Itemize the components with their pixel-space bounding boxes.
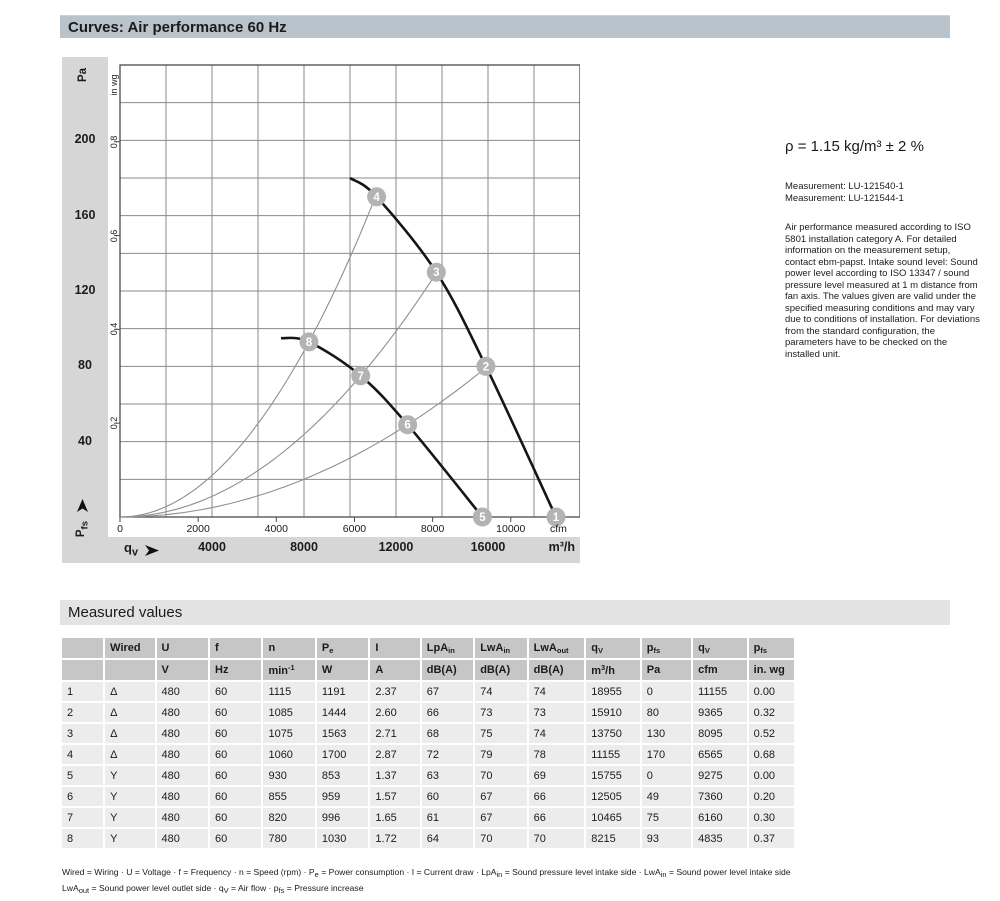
table-cell: 75 xyxy=(475,724,526,743)
table-cell: Y xyxy=(105,787,154,806)
table-cell: 7360 xyxy=(693,787,747,806)
table-cell: 1.65 xyxy=(370,808,419,827)
pressure-axis-arrow-icon xyxy=(77,499,88,512)
column-header: $q_V$ xyxy=(693,638,747,658)
table-cell: 1060 xyxy=(263,745,314,764)
air-performance-chart xyxy=(62,55,580,565)
column-unit: A xyxy=(370,660,419,680)
table-cell: 853 xyxy=(317,766,368,785)
column-header xyxy=(62,638,103,658)
operating-point-number: 5 xyxy=(479,512,486,524)
system-resistance-curve xyxy=(120,194,377,517)
table-cell: 67 xyxy=(422,682,473,701)
column-header: LwA$_{out}$ xyxy=(529,638,585,658)
column-unit: W xyxy=(317,660,368,680)
table-row xyxy=(62,766,794,785)
table-cell: 8095 xyxy=(693,724,747,743)
measured-values-title-bar xyxy=(60,600,950,625)
table-cell: 70 xyxy=(475,766,526,785)
cfm-tick-label: 6000 xyxy=(342,523,367,535)
table-row xyxy=(62,682,794,701)
table-cell: 0.52 xyxy=(749,724,794,743)
table-cell: 3 xyxy=(62,724,103,743)
table-cell: 0.00 xyxy=(749,682,794,701)
table-cell: 66 xyxy=(529,808,585,827)
table-cell: Δ xyxy=(105,682,154,701)
table-cell: 67 xyxy=(475,787,526,806)
table-cell: 959 xyxy=(317,787,368,806)
x-axis-unit-m3h: m³/h xyxy=(548,540,575,554)
column-unit: dB(A) xyxy=(529,660,585,680)
system-resistance-curve xyxy=(120,368,486,517)
section-title: Curves: Air performance 60 Hz xyxy=(68,19,287,36)
table-cell: 6160 xyxy=(693,808,747,827)
table-cell: 64 xyxy=(422,829,473,848)
column-unit: $\min^{-1}$ xyxy=(263,660,314,680)
table-row xyxy=(62,703,794,722)
m3h-tick-label: 16000 xyxy=(470,540,506,554)
table-cell: 996 xyxy=(317,808,368,827)
table-cell: 10465 xyxy=(586,808,640,827)
table-cell: 60 xyxy=(210,682,261,701)
x-axis-unit-cfm: cfm xyxy=(550,523,567,535)
table-row xyxy=(62,787,794,806)
table-cell: 80 xyxy=(642,703,691,722)
table-cell: 15910 xyxy=(586,703,640,722)
measurement-note: Air performance measured according to ISO 5801 installation category A. For detailed information on the measurement setup, contact ebm-papst. Intake sound level: Sound power level according to ISO 13347 / sound pressure level measured at 1 m distance from fan axis. The values given are valid under the specified measuring conditions and may vary due to conditions of installation. For deviations from the standard configuration, the parameters have to be checked on the installed unit. xyxy=(785,222,980,360)
table-cell: 6565 xyxy=(693,745,747,764)
column-unit: cfm xyxy=(693,660,747,680)
table-cell: 855 xyxy=(263,787,314,806)
table-cell: 480 xyxy=(157,745,208,764)
y-axis-unit-pa: Pa xyxy=(77,67,89,83)
table-cell: 130 xyxy=(642,724,691,743)
fan-performance-curve xyxy=(350,178,556,517)
column-header: LpA$_{in}$ xyxy=(422,638,473,658)
table-cell: 60 xyxy=(210,724,261,743)
cfm-tick-label: 10000 xyxy=(496,523,526,535)
m3h-tick-label: 12000 xyxy=(378,540,414,554)
table-cell: 170 xyxy=(642,745,691,764)
measured-values-title: Measured values xyxy=(68,604,183,621)
table-cell: 68 xyxy=(422,724,473,743)
pa-tick-label: 40 xyxy=(78,433,92,448)
operating-point-number: 8 xyxy=(305,336,313,349)
table-cell: 1 xyxy=(62,682,103,701)
table-cell: 930 xyxy=(263,766,314,785)
footnote-line: LwA$_{out}$ = Sound power level outlet side · $q_V$ = Air flow · $p_{fs}$ = Pressure increase xyxy=(62,882,364,895)
table-cell: 1085 xyxy=(263,703,314,722)
table-cell: 4835 xyxy=(693,829,747,848)
pa-tick-label: 200 xyxy=(74,132,96,147)
operating-point-number: 6 xyxy=(404,419,411,432)
column-unit: $m^3/h$ xyxy=(586,660,640,680)
table-cell: 12505 xyxy=(586,787,640,806)
cfm-tick-label: 2000 xyxy=(186,523,210,535)
table-row xyxy=(62,808,794,827)
air-density-value: ρ = 1.15 kg/m³ ± 2 % xyxy=(785,138,924,155)
table-cell: 1191 xyxy=(317,682,368,701)
table-cell: 11155 xyxy=(693,682,747,701)
table-cell: 480 xyxy=(157,808,208,827)
table-cell: 0.20 xyxy=(749,787,794,806)
table-cell: 0.68 xyxy=(749,745,794,764)
column-unit: V xyxy=(157,660,208,680)
y-axis-unit-inwg: in wg xyxy=(109,74,119,96)
m3h-tick-label: 4000 xyxy=(198,540,226,554)
inwg-tick-label: 0.4 xyxy=(109,323,119,336)
measurement-id: Measurement: LU-121540-1 xyxy=(785,181,904,192)
table-cell: 5 xyxy=(62,766,103,785)
table-cell: 1115 xyxy=(263,682,314,701)
m3h-tick-label: 8000 xyxy=(290,540,318,554)
column-header: $q_V$ xyxy=(586,638,640,658)
column-header: LwA$_{in}$ xyxy=(475,638,526,658)
column-unit: Pa xyxy=(642,660,691,680)
table-cell: 480 xyxy=(157,703,208,722)
y-axis-symbol-pfs: $P_{fs}$ xyxy=(75,520,91,538)
table-cell: 1075 xyxy=(263,724,314,743)
table-cell: 63 xyxy=(422,766,473,785)
pa-tick-label: 80 xyxy=(78,358,92,373)
flow-axis-arrow-icon xyxy=(145,545,159,556)
table-cell: 60 xyxy=(210,766,261,785)
measurement-id: Measurement: LU-121544-1 xyxy=(785,193,904,204)
table-cell: 9365 xyxy=(693,703,747,722)
table-cell: 73 xyxy=(475,703,526,722)
table-cell: 60 xyxy=(210,745,261,764)
column-unit xyxy=(105,660,154,680)
table-cell: 72 xyxy=(422,745,473,764)
table-cell: 61 xyxy=(422,808,473,827)
table-cell: 2.87 xyxy=(370,745,419,764)
table-cell: 74 xyxy=(475,682,526,701)
table-header-row-symbols xyxy=(62,638,794,658)
table-cell: 1444 xyxy=(317,703,368,722)
column-unit: in. wg xyxy=(749,660,794,680)
table-cell: 75 xyxy=(642,808,691,827)
table-cell: 74 xyxy=(529,724,585,743)
column-header: n xyxy=(263,638,314,658)
table-row xyxy=(62,829,794,848)
measured-values-table xyxy=(60,636,796,850)
table-cell: 480 xyxy=(157,766,208,785)
table-cell: 7 xyxy=(62,808,103,827)
table-cell: 60 xyxy=(422,787,473,806)
table-cell: 0 xyxy=(642,766,691,785)
table-cell: 2.71 xyxy=(370,724,419,743)
section-title-bar xyxy=(60,15,950,38)
table-footnotes xyxy=(62,866,972,897)
table-cell: 66 xyxy=(529,787,585,806)
inwg-tick-label: 0.8 xyxy=(109,135,119,148)
table-cell: 1563 xyxy=(317,724,368,743)
table-cell: Δ xyxy=(105,703,154,722)
table-cell: 79 xyxy=(475,745,526,764)
column-header: I xyxy=(370,638,419,658)
table-cell: 0.00 xyxy=(749,766,794,785)
table-cell: 18955 xyxy=(586,682,640,701)
x-axis-symbol-qv: $q_v$ xyxy=(124,540,138,559)
table-cell: 1700 xyxy=(317,745,368,764)
column-header: $P_e$ xyxy=(317,638,368,658)
table-cell: 0 xyxy=(642,682,691,701)
table-cell: 480 xyxy=(157,724,208,743)
table-cell: 60 xyxy=(210,808,261,827)
table-cell: 820 xyxy=(263,808,314,827)
table-cell: 6 xyxy=(62,787,103,806)
table-cell: 1030 xyxy=(317,829,368,848)
operating-point-number: 7 xyxy=(357,370,364,383)
operating-point-number: 3 xyxy=(433,267,440,280)
table-row xyxy=(62,745,794,764)
measurement-info xyxy=(785,138,985,360)
cfm-tick-label: 8000 xyxy=(420,523,445,535)
table-cell: 1.37 xyxy=(370,766,419,785)
table-cell: 69 xyxy=(529,766,585,785)
column-header: $p_{fs}$ xyxy=(642,638,691,658)
cfm-tick-label: 4000 xyxy=(264,523,288,535)
measured-table-body xyxy=(62,682,794,848)
inwg-tick-label: 0.2 xyxy=(109,416,119,430)
table-cell: 78 xyxy=(529,745,585,764)
table-cell: 480 xyxy=(157,829,208,848)
table-cell: 66 xyxy=(422,703,473,722)
table-cell: 70 xyxy=(529,829,585,848)
table-cell: Y xyxy=(105,808,154,827)
pa-tick-label: 120 xyxy=(74,283,96,297)
table-cell: 13750 xyxy=(586,724,640,743)
column-unit: Hz xyxy=(210,660,261,680)
table-cell: 60 xyxy=(210,829,261,848)
table-cell: 93 xyxy=(642,829,691,848)
table-cell: 780 xyxy=(263,829,314,848)
table-cell: 2.37 xyxy=(370,682,419,701)
inwg-tick-label: 0.6 xyxy=(109,229,119,242)
table-cell: 15755 xyxy=(586,766,640,785)
table-cell: 8215 xyxy=(586,829,640,848)
measurement-ids xyxy=(785,181,985,205)
table-cell: 9275 xyxy=(693,766,747,785)
table-cell: 0.32 xyxy=(749,703,794,722)
table-cell: 8 xyxy=(62,829,103,848)
table-cell: 0.37 xyxy=(749,829,794,848)
table-cell: 70 xyxy=(475,829,526,848)
table-cell: 0.30 xyxy=(749,808,794,827)
table-cell: 11155 xyxy=(586,745,640,764)
performance-chart-svg xyxy=(62,55,580,565)
table-cell: 4 xyxy=(62,745,103,764)
performance-chart-canvas xyxy=(62,55,580,565)
table-cell: 60 xyxy=(210,703,261,722)
table-cell: 2.60 xyxy=(370,703,419,722)
table-cell: 1.72 xyxy=(370,829,419,848)
column-header: U xyxy=(157,638,208,658)
operating-point-number: 2 xyxy=(482,361,490,374)
pa-tick-label: 160 xyxy=(74,207,96,222)
column-header: $p_{fs}$ xyxy=(749,638,794,658)
table-cell: Y xyxy=(105,766,154,785)
column-header: Wired xyxy=(105,638,154,658)
operating-point-number: 1 xyxy=(552,512,560,524)
table-cell: 480 xyxy=(157,787,208,806)
table-cell: 480 xyxy=(157,682,208,701)
operating-point-number: 4 xyxy=(373,191,380,204)
table-cell: Δ xyxy=(105,724,154,743)
cfm-tick-label: 0 xyxy=(117,523,123,535)
column-unit: dB(A) xyxy=(422,660,473,680)
table-cell: 73 xyxy=(529,703,585,722)
table-cell: 67 xyxy=(475,808,526,827)
table-cell: 1.57 xyxy=(370,787,419,806)
table-cell: Y xyxy=(105,829,154,848)
table-cell: 2 xyxy=(62,703,103,722)
column-unit: dB(A) xyxy=(475,660,526,680)
table-cell: 74 xyxy=(529,682,585,701)
column-header: f xyxy=(210,638,261,658)
x-axis-symbol-row xyxy=(124,540,159,559)
table-cell: Δ xyxy=(105,745,154,764)
footnote-line: Wired = Wiring · U = Voltage · f = Frequency · n = Speed $(rpm) \cdot P_e$ = Power consumption · I = Current draw · LpA$_{in}$ = Sound pressure level intake side · LwA$_{in}$ = Sound power level intake side xyxy=(62,867,791,879)
column-unit xyxy=(62,660,103,680)
table-cell: 60 xyxy=(210,787,261,806)
table-header xyxy=(62,638,794,680)
table-header-row-units xyxy=(62,660,794,680)
table-row xyxy=(62,724,794,743)
table-cell: 49 xyxy=(642,787,691,806)
